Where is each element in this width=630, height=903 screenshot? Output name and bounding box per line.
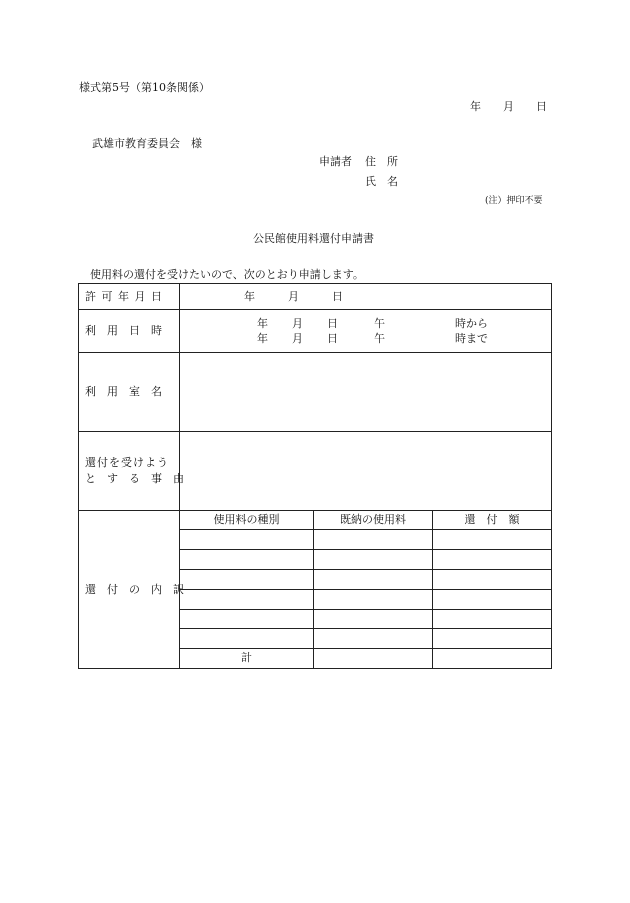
use-to-month: 月 (292, 332, 303, 345)
permit-date-label: 許 可 年 月 日 (85, 290, 163, 303)
recipient: 武雄市教育委員会 様 (92, 137, 202, 150)
use-to-year: 年 (257, 332, 268, 345)
permit-date-value: 年 月 日 (244, 290, 343, 303)
room-label: 利 用 室 名 (85, 385, 162, 398)
use-to-ampm: 午 (374, 332, 385, 345)
applicant-label: 申請者 (319, 155, 352, 168)
name-label: 氏 名 (365, 175, 398, 188)
address-label: 住 所 (365, 155, 398, 168)
reason-label-line1: 還付を受けよう (85, 456, 169, 469)
use-from-year: 年 (257, 317, 268, 330)
use-to-day: 日 (327, 332, 338, 345)
total-label: 計 (241, 651, 252, 664)
use-from-hour: 時から (455, 317, 488, 330)
intro-text: 使用料の還付を受けたいので、次のとおり申請します。 (90, 268, 364, 281)
col-paid-fee: 既納の使用料 (340, 513, 406, 526)
breakdown-label: 還 付 の 内 訳 (85, 583, 184, 596)
use-from-day: 日 (327, 317, 338, 330)
seal-not-required-note: (注）押印不要 (485, 196, 543, 206)
use-from-month: 月 (292, 317, 303, 330)
use-to-hour: 時まで (455, 332, 488, 345)
use-datetime-cell[interactable] (180, 310, 551, 352)
use-datetime-label: 利 用 日 時 (85, 324, 162, 337)
permit-date-cell[interactable] (180, 284, 551, 309)
use-from-ampm: 午 (374, 317, 385, 330)
reason-cell[interactable] (180, 432, 551, 510)
reason-label-line2: と す る 事 由 (85, 472, 184, 485)
room-name-cell[interactable] (180, 353, 551, 431)
document-title: 公民館使用料還付申請書 (253, 232, 374, 245)
col-refund-amount: 還 付 額 (464, 513, 520, 526)
col-fee-type: 使用料の種別 (213, 513, 280, 526)
form-number: 様式第5号（第10条関係） (79, 81, 210, 94)
date-line: 年 月 日 (470, 100, 547, 113)
